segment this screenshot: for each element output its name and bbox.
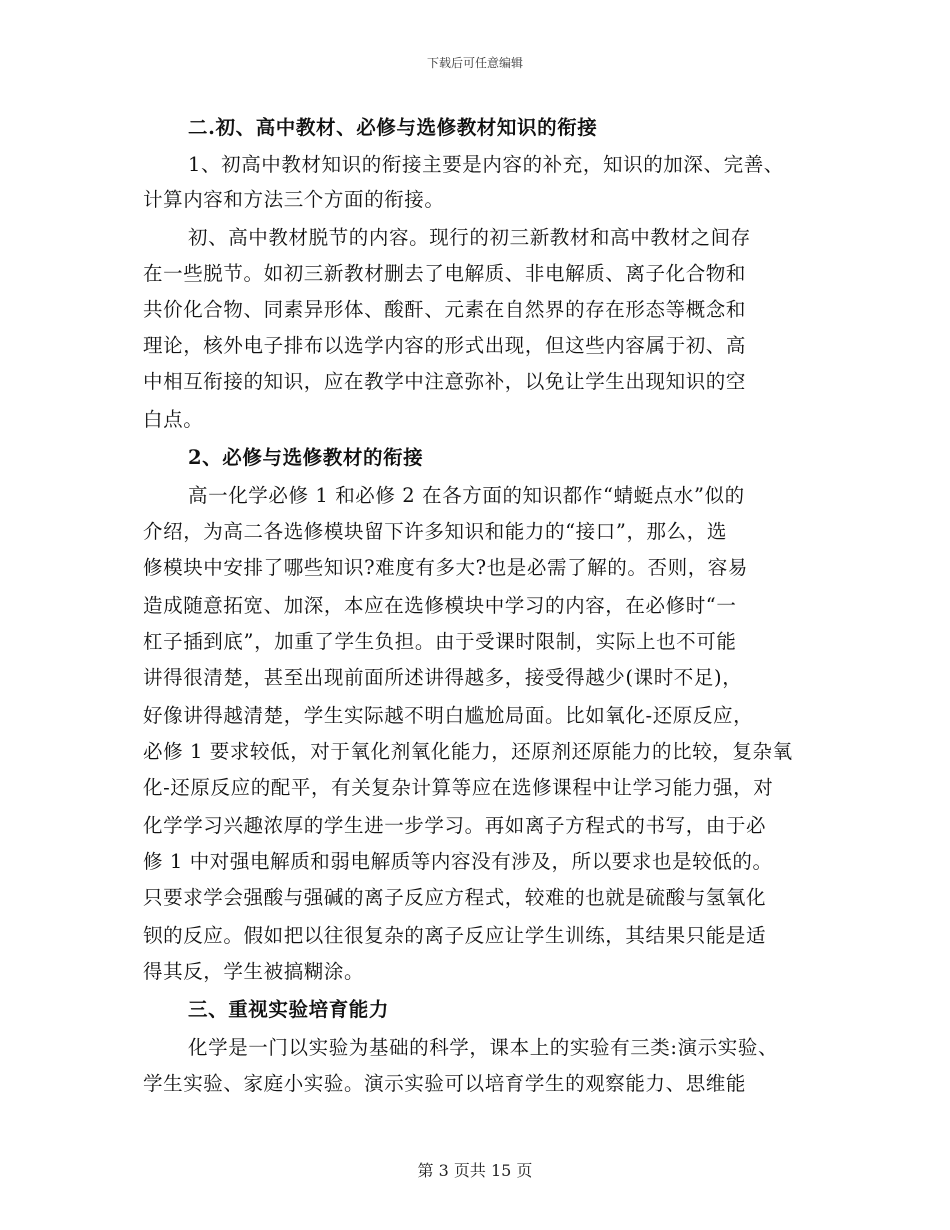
paragraph-line: 修模块中安排了哪些知识?难度有多大?也是必需了解的。否则，容易 — [143, 556, 749, 579]
paragraph-line: 共价化合物、同素异形体、酸酐、元素在自然界的存在形态等概念和 — [143, 298, 747, 321]
paragraph-line: 中相互衔接的知识，应在教学中注意弥补，以免让学生出现知识的空 — [143, 370, 747, 393]
paragraph-line: 讲得很清楚，甚至出现前面所述讲得越多，接受得越少(课时不足)， — [143, 666, 743, 689]
subsection-heading-2: 2、必修与选修教材的衔接 — [188, 446, 424, 469]
page-header: 下载后可任意编辑 — [426, 56, 523, 70]
paragraph-line: 只要求学会强酸与强碱的离子反应方程式，较难的也就是硫酸与氢氧化 — [143, 886, 767, 909]
paragraph-line: 化-还原反应的配平，有关复杂计算等应在选修课程中让学习能力强，对 — [143, 776, 774, 799]
paragraph-line: 化学是一门以实验为基础的科学，课本上的实验有三类:演示实验、 — [188, 1036, 779, 1059]
paragraph-line: 1、初高中教材知识的衔接主要是内容的补充，知识的加深、完善、 — [188, 153, 784, 176]
paragraph-line: 在一些脱节。如初三新教材删去了电解质、非电解质、离子化合物和 — [143, 262, 747, 285]
paragraph-line: 学生实验、家庭小实验。演示实验可以培育学生的观察能力、思维能 — [143, 1072, 747, 1095]
page-number: 第 3 页共 15 页 — [417, 1161, 533, 1180]
paragraph-line: 得其反，学生被搞糊涂。 — [143, 960, 365, 983]
paragraph-line: 钡的反应。假如把以往很复杂的离子反应让学生训练，其结果只能是适 — [143, 924, 767, 947]
paragraph-line: 必修 1 要求较低，对于氧化剂氧化能力，还原剂还原能力的比较，复杂氧 — [143, 740, 793, 763]
section-heading-3: 三、重视实验培育能力 — [188, 998, 390, 1021]
paragraph-line: 介绍，为高二各选修模块留下许多知识和能力的“接口”，那么，选 — [143, 520, 727, 543]
section-heading-2: 二.初、高中教材、必修与选修教材知识的衔接 — [188, 116, 598, 139]
paragraph-line: 化学学习兴趣浓厚的学生进一步学习。再如离子方程式的书写，由于必 — [143, 814, 767, 837]
paragraph-line: 杠子插到底”，加重了学生负担。由于受课时限制，实际上也不可能 — [143, 630, 737, 653]
paragraph-line: 好像讲得越清楚，学生实际越不明白尴尬局面。比如氧化-还原反应， — [143, 704, 754, 727]
paragraph-line: 白点。 — [143, 408, 204, 431]
paragraph-line: 初、高中教材脱节的内容。现行的初三新教材和高中教材之间存 — [188, 226, 751, 249]
paragraph-line: 修 1 中对强电解质和弱电解质等内容没有涉及，所以要求也是较低的。 — [143, 850, 773, 873]
paragraph-line: 高一化学必修 1 和必修 2 在各方面的知识都作“蜻蜓点水”似的 — [188, 484, 745, 507]
paragraph-line: 理论，核外电子排布以选学内容的形式出现，但这些内容属于初、高 — [143, 334, 747, 357]
paragraph-line: 造成随意拓宽、加深，本应在选修模块中学习的内容，在必修时“一 — [143, 594, 737, 617]
paragraph-line: 计算内容和方法三个方面的衔接。 — [143, 188, 445, 211]
